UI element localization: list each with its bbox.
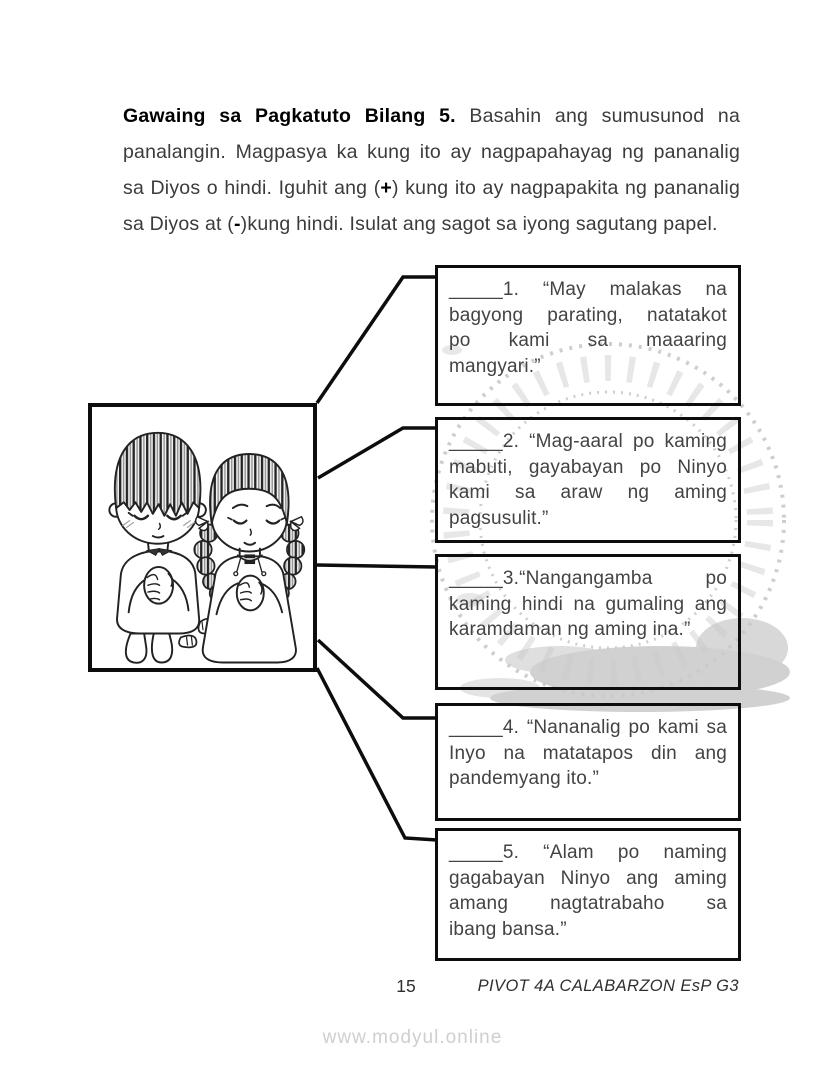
connector-line-4: [318, 640, 437, 718]
website-watermark: www.modyul.online: [322, 1027, 503, 1048]
answer-box-line: po kami sa maaaring: [449, 330, 727, 351]
boy-figure: [109, 433, 206, 663]
answer-box-2: [435, 417, 741, 543]
answer-box-line: mabuti, gayabayan po Ninyo: [449, 456, 727, 478]
instructions-line: [123, 173, 740, 209]
answer-box-5: [435, 828, 741, 961]
answer-box-line: bagyong parating, natatakot: [449, 304, 727, 326]
answer-box-line: pagsusulit.”: [449, 507, 549, 529]
answer-box-line: _____4. “Nananalig po kami sa: [449, 717, 727, 738]
connector-line-5: [317, 668, 437, 840]
answer-box-line: pandemyang ito.”: [449, 768, 600, 789]
answer-box-line: _____1. “May malakas na: [449, 279, 727, 300]
connector-line-1: [317, 277, 437, 403]
answer-box-line: mangyari.”: [449, 355, 541, 377]
instructions-line: [123, 101, 740, 137]
instructions-line: [123, 137, 740, 173]
plus-symbol: +: [380, 177, 393, 199]
answer-box-line: _____3.“Nangangamba po: [449, 568, 727, 589]
answer-box-line: _____2. “Mag-aaral po kaming: [449, 431, 727, 452]
answer-box-line: _____5. “Alam po naming: [449, 842, 727, 863]
boy-hair: [115, 433, 201, 516]
answer-box-line: amang nagtatrabaho sa: [449, 893, 727, 914]
activity-title: Gawaing sa Pagkatuto Bilang 5.: [123, 105, 456, 127]
instructions-text: sa Diyos o hindi. Iguhit ang (: [123, 177, 381, 199]
answer-box-3: [435, 554, 741, 690]
instructions-paragraph: [123, 101, 740, 245]
answer-box-1: [435, 265, 741, 406]
answer-box-line: ibang bansa.”: [449, 918, 567, 940]
answer-box-4: [435, 703, 741, 821]
instructions-text: panalangin. Magpasya ka kung ito ay nagpapahayag ng pananalig: [123, 141, 740, 163]
praying-children-panel: [88, 403, 317, 672]
edition-label: PIVOT 4A CALABARZON EsP G3: [477, 977, 739, 995]
page-number: 15: [396, 976, 416, 996]
connector-line-3: [317, 565, 437, 567]
instructions-text: Basahin ang sumusunod na: [455, 105, 740, 127]
connector-line-2: [318, 428, 437, 478]
answer-box-line: gagabayan Ninyo ang aming: [449, 867, 727, 889]
praying-children-illustration: [92, 407, 313, 668]
minus-symbol: -: [233, 213, 241, 235]
answer-box-line: karamdaman ng aming ina.”: [449, 619, 691, 640]
answer-box-line: kaming hindi na gumaling ang: [449, 593, 727, 615]
answer-box-line: Inyo na matatapos din ang: [449, 742, 727, 764]
instructions-line: [123, 209, 740, 245]
instructions-text: ) kung ito ay nagpapakita ng pananalig: [392, 177, 740, 199]
instructions-text: sa Diyos at (: [123, 213, 234, 235]
instructions-text: )kung hindi. Isulat ang sagot sa iyong sagutang papel.: [240, 213, 718, 235]
answer-box-line: kami sa araw ng aming: [449, 482, 727, 503]
girl-figure: [194, 454, 304, 662]
